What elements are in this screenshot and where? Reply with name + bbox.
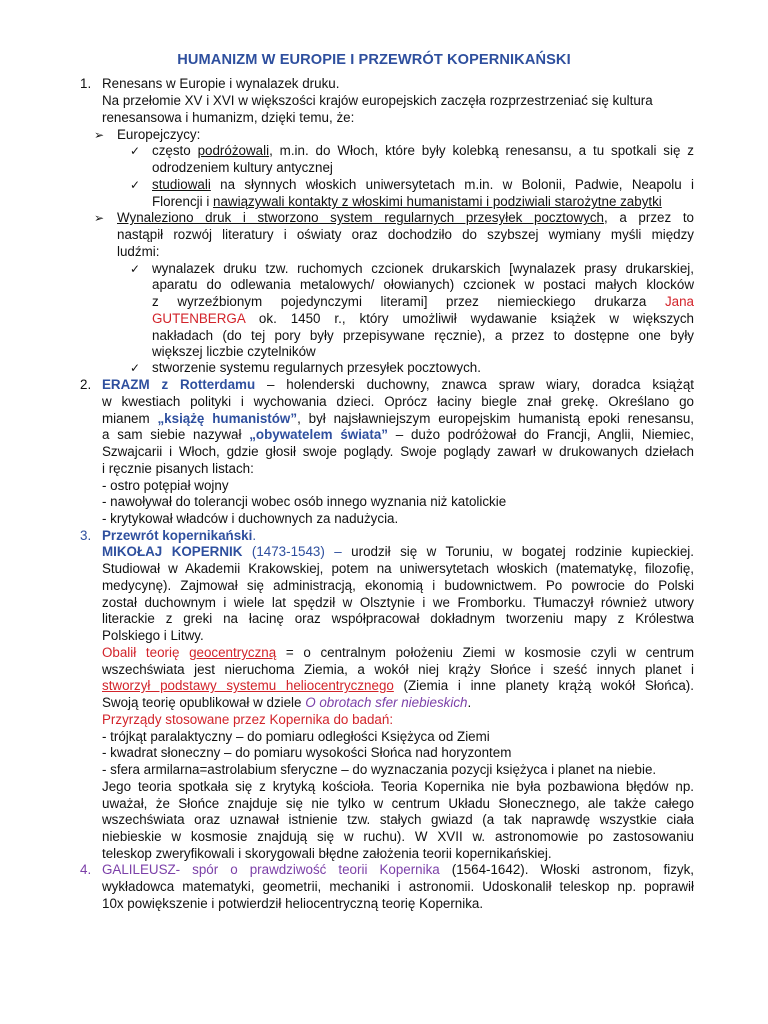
paragraph-line: medycynę). Zajmował się administracją, ekonomią i budownictwem. Po powrocie do Polski: [102, 578, 694, 593]
paragraph-line: stworzył podstawy systemu heliocentrycznego (Ziemia i inne planety krążą wokół Słońca).: [102, 678, 694, 693]
section-number: 3.: [80, 528, 92, 543]
section-number: 2.: [80, 377, 92, 392]
paragraph-line: literackie z greki na łacinę oraz współpracował dokładnym tworzeniu mapy z Królestwa: [102, 611, 694, 626]
paragraph-line: MIKOŁAJ KOPERNIK (1473-1543) – urodził się w Toruniu, w bogatej rodzinie kupieckiej.: [102, 544, 694, 559]
list-item: Europejczycy:: [117, 127, 201, 142]
dash-item: - trójkąt paralaktyczny – do pomiaru odległości Księżyca od Ziemi: [102, 729, 490, 744]
check-bullet-icon: ✓: [130, 361, 141, 375]
list-item: studiowali na słynnych włoskich uniwersytetach m.in. w Bolonii, Padwie, Neapolu i: [152, 177, 694, 192]
section-number: 1.: [80, 76, 92, 91]
section-number: 4.: [80, 862, 92, 877]
list-item: stworzenie systemu regularnych przesyłek pocztowych.: [152, 360, 481, 375]
list-item: często podróżowali, m.in. do Włoch, które były kolebką renesansu, a tu spotkali się z: [152, 143, 695, 158]
list-item-cont: odrodzeniem kultury antycznej: [152, 160, 333, 175]
list-item-cont: GUTENBERGA ok. 1450 r., który umożliwił wydawanie książek w większych: [152, 311, 694, 326]
paragraph-line: a sam siebie nazywał „obywatelem świata” – dużo podróżował do Francji, Anglii, Niemiec,: [102, 427, 694, 442]
arrow-bullet-icon: ➢: [94, 128, 105, 142]
paragraph-line: renesansowa i humanizm, dzięki temu, że:: [102, 110, 355, 125]
paragraph-line: Swoją teorię opublikował w dziele O obrotach sfer niebieskich.: [102, 695, 472, 710]
paragraph-line: został duchownym i wiele lat spędził w Olsztynie i we Fromborku. Tłumaczył również utwory: [102, 595, 694, 610]
paragraph-line: teleskop zweryfikowali i skorygowali błędne założenia teorii kopernikańskiej.: [102, 846, 552, 861]
dash-item: - krytykował władców i duchownych za nadużycia.: [102, 511, 399, 526]
list-item-cont: nastąpił rozwój literatury i oświaty oraz dochodziło do szybszej wymiany myśli między: [117, 227, 694, 242]
paragraph-line: niebieskie w kosmosie znajdują się w ruchu). W XVII w. astronomowie po zastosowaniu: [102, 829, 694, 844]
check-bullet-icon: ✓: [130, 262, 141, 276]
paragraph-line: w kwestiach polityki i wychowania dzieci. Oprócz łaciny biegle znał grekę. Określano go: [102, 394, 694, 409]
list-item-cont: z wyrzeźbionym pojedynczymi literami] przez niemieckiego drukarza Jana: [152, 294, 694, 309]
section-heading: Przewrót kopernikański.: [102, 528, 257, 543]
list-item-cont: ludźmi:: [117, 244, 160, 259]
dash-item: - sfera armilarna=astrolabium sferyczne – do wyznaczania pozycji księżyca i planet na niebie.: [102, 762, 657, 777]
paragraph-line: Na przełomie XV i XVI w większości krajów europejskich zaczęła rozprzestrzeniać się kultura: [102, 93, 653, 108]
list-item-cont: nakładach (do tej pory były przepisywane ręcznie), a przez to dostępne one były: [152, 328, 694, 343]
paragraph-line: Przyrządy stosowane przez Kopernika do badań:: [102, 712, 394, 727]
check-bullet-icon: ✓: [130, 178, 141, 192]
dash-item: - nawoływał do tolerancji wobec osób innego wyznania niż katolickie: [102, 494, 507, 509]
paragraph-line: Jego teoria spotkała się z krytyką kościoła. Teoria Kopernika nie była pozbawiona błędów np.: [102, 779, 694, 794]
list-item-cont: aparatu do odlewania metalowych/ ołowianych) czcionek w postaci małych klocków: [152, 277, 694, 292]
paragraph-line: wykładowca matematyki, geometrii, mechaniki i astronomii. Udoskonalił teleskop np. poprawił: [102, 879, 694, 894]
list-item-cont: Florencji i nawiązywali kontakty z włoskimi humanistami i podziwiali starożytne zabytki: [152, 194, 662, 209]
section-heading: Renesans w Europie i wynalazek druku.: [102, 76, 340, 91]
paragraph-line: Studiował w Akademii Krakowskiej, potem na uniwersytetach włoskich (matematykę, filozofię,: [102, 561, 694, 576]
paragraph-line: Polskiego i Litwy.: [102, 628, 204, 643]
paragraph-line: mianem „książę humanistów”, był najsławniejszym europejskim humanistą epoki renesansu,: [102, 411, 694, 426]
paragraph-line: wszechświata jest nieruchoma Ziemia, a wokół niej krąży Słońce i sześć innych planet i: [102, 662, 694, 677]
paragraph-line: 10x powiększenie i potwierdził heliocentryczną teorię Kopernika.: [102, 896, 484, 911]
check-bullet-icon: ✓: [130, 144, 141, 158]
page-title: HUMANIZM W EUROPIE I PRZEWRÓT KOPERNIKAŃSKI: [177, 52, 571, 68]
arrow-bullet-icon: ➢: [94, 211, 105, 225]
paragraph-line: uważał, że Słońce znajduje się nie tylko w centrum Układu Słonecznego, ale także całego: [102, 796, 694, 811]
paragraph-line: ERAZM z Rotterdamu – holenderski duchowny, znawca spraw wiary, doradca książąt: [102, 377, 694, 392]
paragraph-line: GALILEUSZ- spór o prawdziwość teorii Kopernika (1564-1642). Włoski astronom, fizyk,: [102, 862, 695, 877]
list-item-cont: większej liczbie czytelników: [152, 344, 316, 359]
dash-item: - ostro potępiał wojny: [102, 478, 229, 493]
list-item: wynalazek druku tzw. ruchomych czcionek drukarskich [wynalazek prasy drukarskiej,: [152, 261, 694, 276]
list-item: Wynaleziono druk i stworzono system regularnych przesyłek pocztowych, a przez to: [117, 210, 694, 225]
paragraph-line: wszechświata oraz uznawał istnienie tzw. stałych gwiazd (a tak naprawdę wszystkie ciała: [102, 812, 694, 827]
dash-item: - kwadrat słoneczny – do pomiaru wysokości Słońca nad horyzontem: [102, 745, 512, 760]
paragraph-line: i ręcznie pisanych listach:: [102, 461, 254, 476]
paragraph-line: Obalił teorię geocentryczną = o centralnym położeniu Ziemi w kosmosie czyli w centrum: [102, 645, 694, 660]
paragraph-line: Szwajcarii i Włoch, gdzie głosił swoje poglądy. Swoje poglądy zawarł w drukowanych dziełach: [102, 444, 694, 459]
